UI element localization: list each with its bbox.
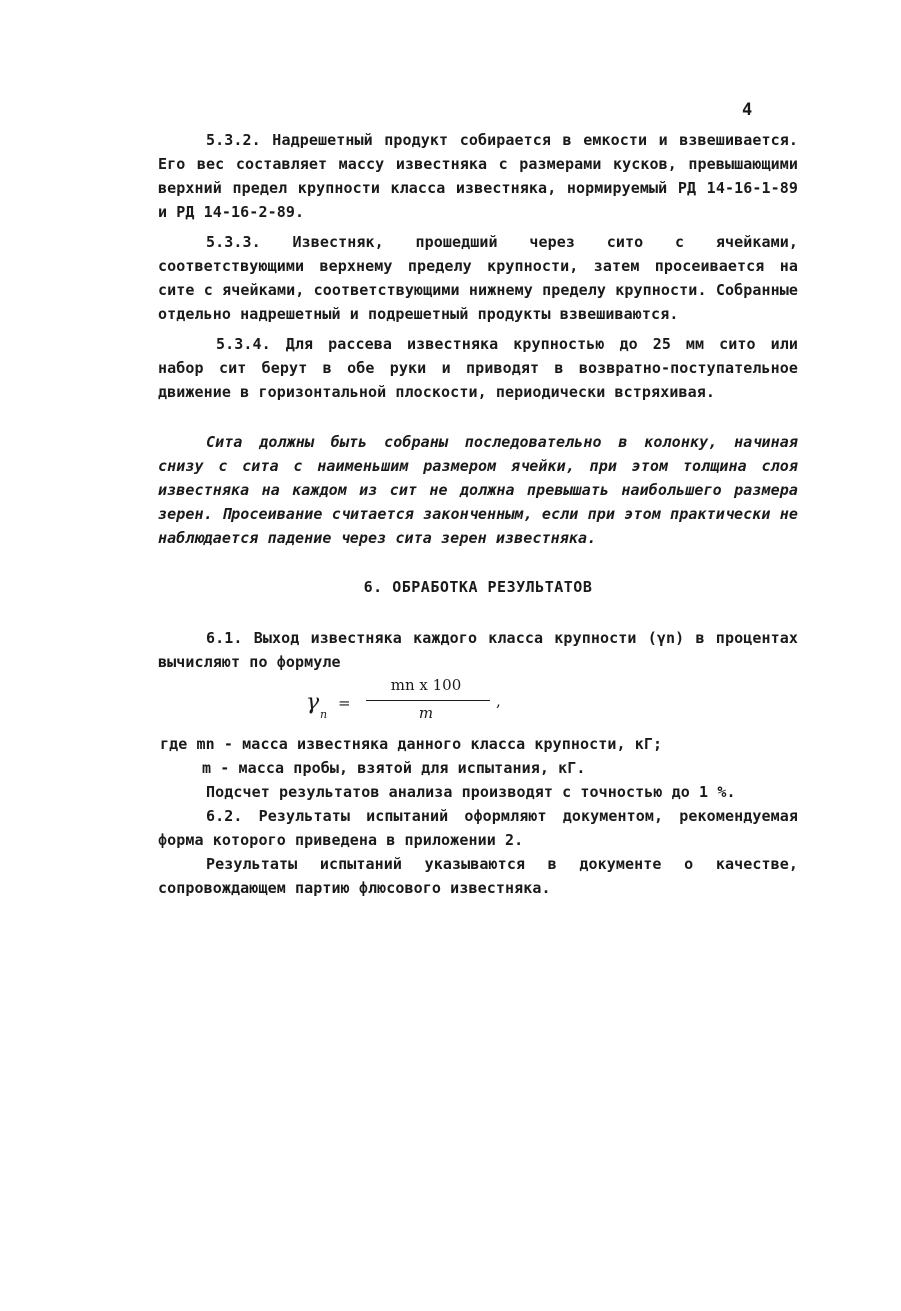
- paragraph-sieves: Сита должны быть собраны последовательно в колонку, начиная снизу с сита с наименьшим размером ячейки, при этом толщина слоя известняка на каждом из сит не должна превышать наибольшего размера зерен. Просеивание считается законченным, если при этом практически не наблюдается падение через сита зерен известняка.: [158, 433, 798, 547]
- paragraph-6-2: 6.2. Результаты испытаний оформляют документом, рекомендуемая форма которого приведена в приложении 2.: [158, 807, 798, 849]
- paragraph-calculation: Подсчет результатов анализа производят с точностью до 1 %.: [206, 783, 736, 801]
- where-line-1: где mn - масса известняка данного класса крупности, кГ;: [160, 735, 663, 753]
- formula-fraction-bar: [366, 700, 490, 701]
- paragraph-5-3-2: 5.3.2. Надрешетный продукт собирается в емкости и взвешивается. Его вес составляет массу известняка с размерами кусков, превышающими верхний предел крупности класса известняка, нормируемый РД 14-16-1-89 и РД 14-16-2-89.: [158, 131, 798, 221]
- formula-equals: =: [338, 694, 351, 712]
- formula-comma: ,: [496, 692, 501, 710]
- formula-denominator: m: [418, 704, 434, 722]
- paragraph-5-3-3: 5.3.3. Известняк, прошедший через сито с ячейками, соответствующими верхнему пределу крупности, затем просеивается на сите с ячейками, соответствующими нижнему пределу крупности. Собранные отдельно надрешетный и подрешетный продукты взвешиваются.: [158, 233, 798, 323]
- formula-lhs: γ: [306, 690, 320, 715]
- page-number: 4: [742, 100, 753, 120]
- paragraph-6-1: 6.1. Выход известняка каждого класса крупности (γn) в процентах вычисляют по формуле: [158, 629, 798, 671]
- paragraph-results: Результаты испытаний указываются в документе о качестве, сопровождающем партию флюсового известняка.: [158, 855, 798, 897]
- paragraph-5-3-4: 5.3.4. Для рассева известняка крупностью до 25 мм сито или набор сит берут в обе руки и приводят в возвратно-поступательное движение в горизонтальной плоскости, периодически встряхивая.: [158, 335, 798, 401]
- yield-formula: [300, 676, 540, 726]
- formula-numerator: mn x 100: [390, 676, 462, 694]
- formula-lhs-subscript: n: [320, 708, 328, 721]
- where-line-2: m - масса пробы, взятой для испытания, кГ.: [202, 759, 586, 777]
- section-heading-6: 6. ОБРАБОТКА РЕЗУЛЬТАТОВ: [363, 578, 593, 596]
